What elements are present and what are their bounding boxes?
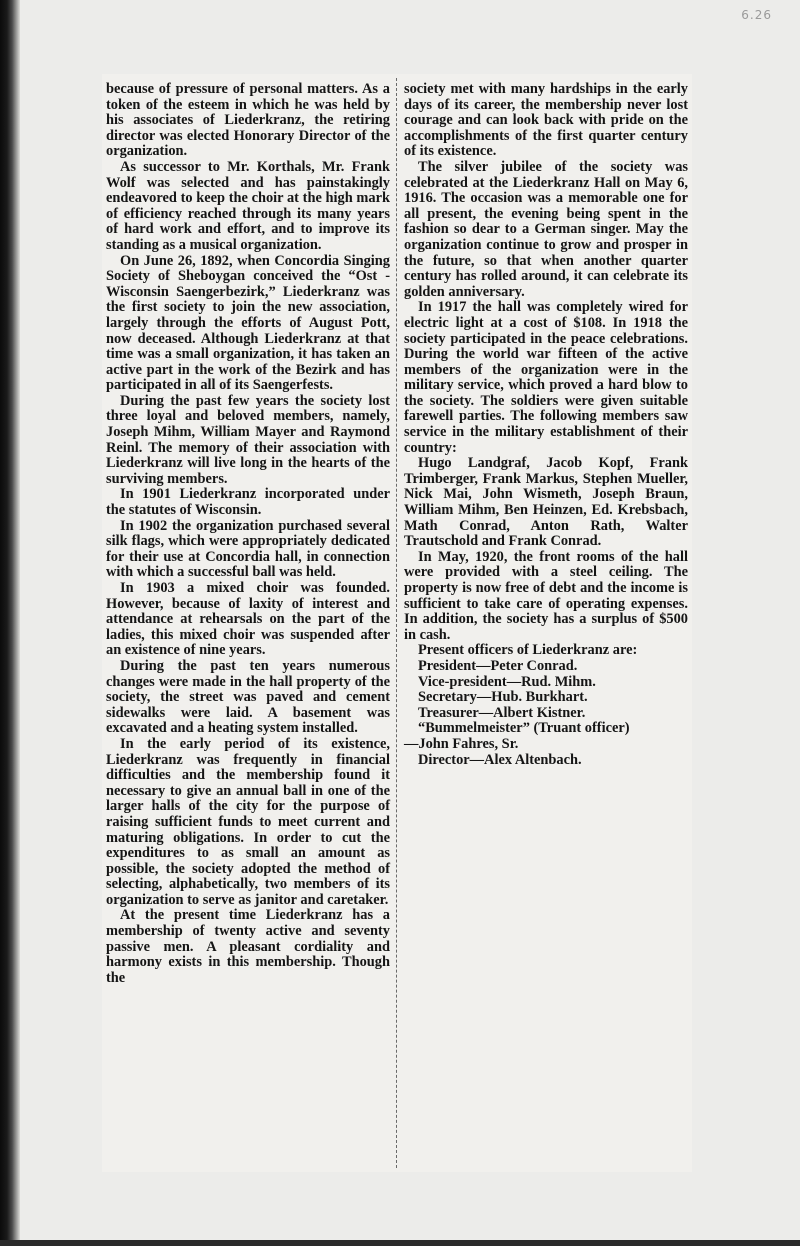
officer-entry: Secretary—Hub. Burkhart. bbox=[418, 689, 588, 706]
officer-entry: Treasurer—Albert Kistner. bbox=[418, 704, 586, 721]
left-column bbox=[106, 82, 390, 986]
column-divider bbox=[396, 78, 398, 1168]
officer-entry: Director—Alex Altenbach. bbox=[418, 751, 582, 768]
paragraph: In May, 1920, the front rooms of the hall were provided with a steel ceiling. The property is now free of debt and the income is sufficient to take care of operating expenses. In addition, the society has a surplus of $500 in cash. bbox=[404, 548, 688, 643]
paragraph: because of pressure of personal matters. As a token of the esteem in which he was held by his associates of Liederkranz, the retiring director was elected Honorary Director of the organization. bbox=[106, 81, 390, 160]
paragraph: In 1903 a mixed choir was founded. However, because of laxity of interest and attendance at rehearsals on the part of the ladies, this mixed choir was suspended after an existence of nine years. bbox=[106, 580, 390, 659]
paragraph: On June 26, 1892, when Concordia Singing Society of Sheboygan conceived the “Ost - Wisconsin Saengerbezirk,” Liederkranz was the first society to join the new association, largely through the efforts of August Pott, now deceased. Although Liederkranz at that time was a small organization, it has taken an active part in the work of the Bezirk and has participated in all of its Saengerfests. bbox=[106, 252, 390, 394]
handwritten-annotation: 6.26 bbox=[741, 8, 772, 22]
paragraph: Present officers of Liederkranz are: bbox=[418, 642, 638, 659]
scan-dark-edge bbox=[0, 0, 20, 1246]
paragraph: In the early period of its existence, Liederkranz was frequently in financial difficulties and the membership found it necessary to give an annual ball in one of the larger halls of the city for the purpose of raising sufficient funds to meet current and maturing obligations. In order to cut the expenditures to as small an amount as possible, the society adopted the method of selecting, alphabetically, two members of its organization to serve as janitor and caretaker. bbox=[106, 735, 390, 908]
officer-entry: —John Fahres, Sr. bbox=[404, 735, 519, 752]
scan-bottom-edge bbox=[0, 1240, 800, 1246]
officer-entry: President—Peter Conrad. bbox=[418, 657, 578, 674]
paragraph: In 1917 the hall was completely wired for electric light at a cost of $108. In 1918 the society participated in the peace celebrations. During the world war fifteen of the active members of the organization were in the military service, which proved a hard blow to the society. The soldiers were given suitable farewell parties. The following members saw service in the military establishment of their country: bbox=[404, 299, 688, 456]
officer-entry: Vice-president—Rud. Mihm. bbox=[418, 673, 596, 690]
newspaper-clipping bbox=[102, 74, 692, 1172]
officers-list bbox=[404, 659, 688, 768]
right-column bbox=[404, 82, 688, 768]
paragraph: society met with many hardships in the early days of its career, the membership never lost courage and can look back with pride on the accomplishments of the first quarter century of its existence. bbox=[404, 81, 688, 160]
paragraph: During the past ten years numerous changes were made in the hall property of the society, the street was paved and cement sidewalks were laid. A basement was excavated and a heating system installed. bbox=[106, 657, 390, 737]
member-list: Hugo Landgraf, Jacob Kopf, Frank Trimberger, Frank Markus, Stephen Mueller, Nick Mai, John Wismeth, Joseph Braun, William Mihm, Ben Heinzen, Ed. Krebsbach, Math Conrad, Anton Rath, Walter Trautschold and Frank Conrad. bbox=[404, 455, 688, 550]
paragraph: In 1902 the organization purchased several silk flags, which were appropriately dedicated for their use at Concordia hall, in connection with which a successful ball was held. bbox=[106, 517, 390, 581]
paragraph: At the present time Liederkranz has a membership of twenty active and seventy passive men. A pleasant cordiality and harmony exists in this membership. Though the bbox=[106, 907, 390, 986]
officer-entry: “Bummelmeister” (Truant officer) bbox=[418, 720, 630, 737]
paragraph: In 1901 Liederkranz incorporated under the statutes of Wisconsin. bbox=[106, 486, 390, 519]
paragraph: The silver jubilee of the society was celebrated at the Liederkranz Hall on May 6, 1916. The occasion was a memorable one for all present, the evening being spent in the fashion so dear to a German singer. May the organization continue to grow and prosper in the future, so that when another quarter century has rolled around, it can celebrate its golden anniversary. bbox=[404, 158, 688, 300]
paragraph: As successor to Mr. Korthals, Mr. Frank Wolf was selected and has painstakingly endeavored to keep the choir at the high mark of efficiency reached through its many years of hard work and effort, and to improve its standing as a musical organization. bbox=[106, 158, 390, 253]
paragraph: During the past few years the society lost three loyal and beloved members, namely, Joseph Mihm, William Mayer and Raymond Reinl. The memory of their association with Liederkranz will live long in the hearts of the surviving members. bbox=[106, 392, 390, 487]
